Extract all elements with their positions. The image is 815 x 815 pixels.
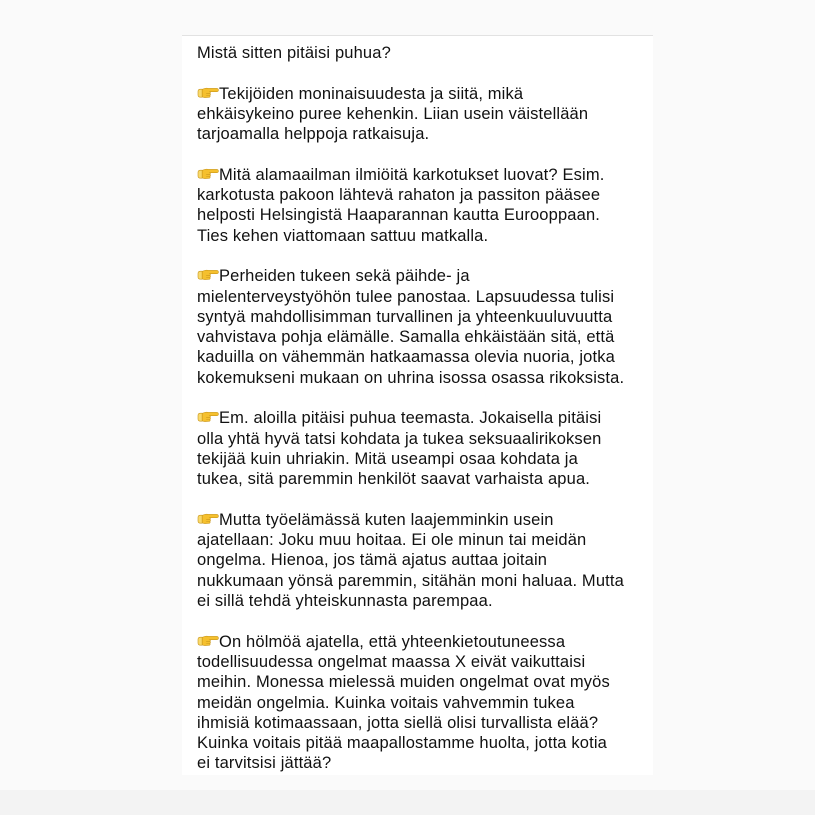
paragraph-line: [197, 449, 645, 469]
paragraph-line: [197, 591, 645, 611]
paragraph-line: [197, 571, 645, 591]
paragraph-line: [197, 672, 645, 692]
post-intro: Mistä sitten pitäisi puhua?: [197, 44, 391, 62]
paragraph-line: [197, 550, 645, 570]
paragraph-line: [197, 510, 645, 530]
paragraph: [197, 266, 645, 388]
line-text: tekijää kuin uhriakin. Mitä useampi osaa kohdata ja: [197, 449, 578, 468]
paragraph-line: [197, 104, 645, 124]
pointing-hand-icon: [197, 634, 219, 648]
line-text: ei sillä tehdä yhteiskunnasta parempaa.: [197, 592, 493, 611]
line-text: syntyä mahdollisimman turvallinen ja yhteenkuuluvuutta: [197, 307, 613, 326]
paragraph-line: [197, 713, 645, 733]
paragraph: [197, 408, 645, 489]
line-text: karkotusta pakoon lähtevä rahaton ja passiton pääsee: [197, 186, 601, 205]
line-text: Em. aloilla pitäisi puhua teemasta. Jokaisella pitäisi: [219, 409, 602, 428]
line-text: mielenterveystyöhön tulee panostaa. Lapsuudessa tulisi: [197, 287, 615, 306]
paragraph-line: [197, 429, 645, 449]
paragraph: [197, 632, 645, 774]
paragraph: [197, 510, 645, 611]
line-text: Tekijöiden moninaisuudesta ja siitä, mikä: [219, 84, 524, 103]
line-text: kokemukseni mukaan on uhrina isossa osassa rikoksista.: [197, 368, 625, 387]
paragraph-line: [197, 408, 645, 428]
paragraph-line: [197, 84, 645, 104]
line-text: Ties kehen viattomaan sattuu matkalla.: [197, 226, 489, 245]
pointing-hand-icon: [197, 268, 219, 282]
paragraph-line: [197, 165, 645, 185]
paragraph-line: [197, 753, 645, 773]
line-text: Mitä alamaailman ilmiöitä karkotukset luovat? Esim.: [219, 165, 605, 184]
line-text: meihin. Monessa mielessä muiden ongelmat ovat myös: [197, 673, 610, 692]
line-text: meidän ongelmia. Kuinka voitais vahvemmin tukea: [197, 693, 575, 712]
line-text: ehkäisykeino puree kehenkin. Liian usein väistellään: [197, 104, 589, 123]
pointing-hand-icon: [197, 167, 219, 181]
line-text: olla yhtä hyvä tatsi kohdata ja tukea seksuaalirikoksen: [197, 429, 602, 448]
line-text: tukea, sitä paremmin henkilöt saavat varhaista apua.: [197, 470, 591, 489]
paragraph-gap: [197, 246, 645, 266]
paragraph-line: [197, 287, 645, 307]
line-text: kaduilla on vähemmän hatkaamassa olevia nuoria, jotka: [197, 348, 615, 367]
post-card: [182, 35, 653, 775]
pointing-hand-icon: [197, 512, 219, 526]
line-text: ajatellaan: Joku muu hoitaa. Ei ole minun tai meidän: [197, 531, 587, 550]
paragraph-line: [197, 347, 645, 367]
paragraph-gap: [197, 611, 645, 631]
paragraph-line: [197, 124, 645, 144]
line-text: ihmisiä kotimaassaan, jotta siellä olisi turvallista elää?: [197, 713, 599, 732]
post-text: [197, 43, 645, 774]
line-text: nukkumaan yönsä paremmin, sitähän moni haluaa. Mutta: [197, 571, 624, 590]
line-text: tarjoamalla helppoja ratkaisuja.: [197, 125, 430, 144]
paragraph-line: [197, 205, 645, 225]
line-text: helposti Helsingistä Haaparannan kautta Eurooppaan.: [197, 206, 601, 225]
line-text: todellisuudessa ongelmat maassa X eivät vaikuttaisi: [197, 652, 586, 671]
line-text: Perheiden tukeen sekä päihde- ja: [219, 267, 470, 286]
paragraph-gap: [197, 490, 645, 510]
paragraph-line: [197, 368, 645, 388]
paragraph-line: [197, 266, 645, 286]
pointing-hand-icon: [197, 86, 219, 100]
line-text: On hölmöä ajatella, että yhteenkietoutuneessa: [219, 632, 566, 651]
paragraph-line: [197, 632, 645, 652]
paragraph: [197, 165, 645, 246]
paragraph-line: [197, 530, 645, 550]
line-text: vahvistava pohja elämälle. Samalla ehkäistään sitä, että: [197, 328, 615, 347]
paragraph-gap: [197, 144, 645, 164]
bottom-edge: [0, 790, 815, 815]
paragraph-line: [197, 226, 645, 246]
paragraph-gap: [197, 388, 645, 408]
paragraph-line: [197, 307, 645, 327]
line-text: Mutta työelämässä kuten laajemminkin usein: [219, 510, 554, 529]
paragraph-line: [197, 652, 645, 672]
paragraph: [197, 84, 645, 145]
line-text: ongelma. Hienoa, jos tämä ajatus auttaa joitain: [197, 551, 548, 570]
paragraph-line: [197, 693, 645, 713]
paragraph-line: [197, 185, 645, 205]
pointing-hand-icon: [197, 410, 219, 424]
paragraph-gap: [197, 63, 645, 83]
paragraph-line: [197, 327, 645, 347]
paragraph-line: [197, 469, 645, 489]
line-text: ei tarvitsisi jättää?: [197, 754, 332, 773]
line-text: Kuinka voitais pitää maapallostamme huolta, jotta kotia: [197, 734, 607, 753]
paragraph-line: [197, 733, 645, 753]
